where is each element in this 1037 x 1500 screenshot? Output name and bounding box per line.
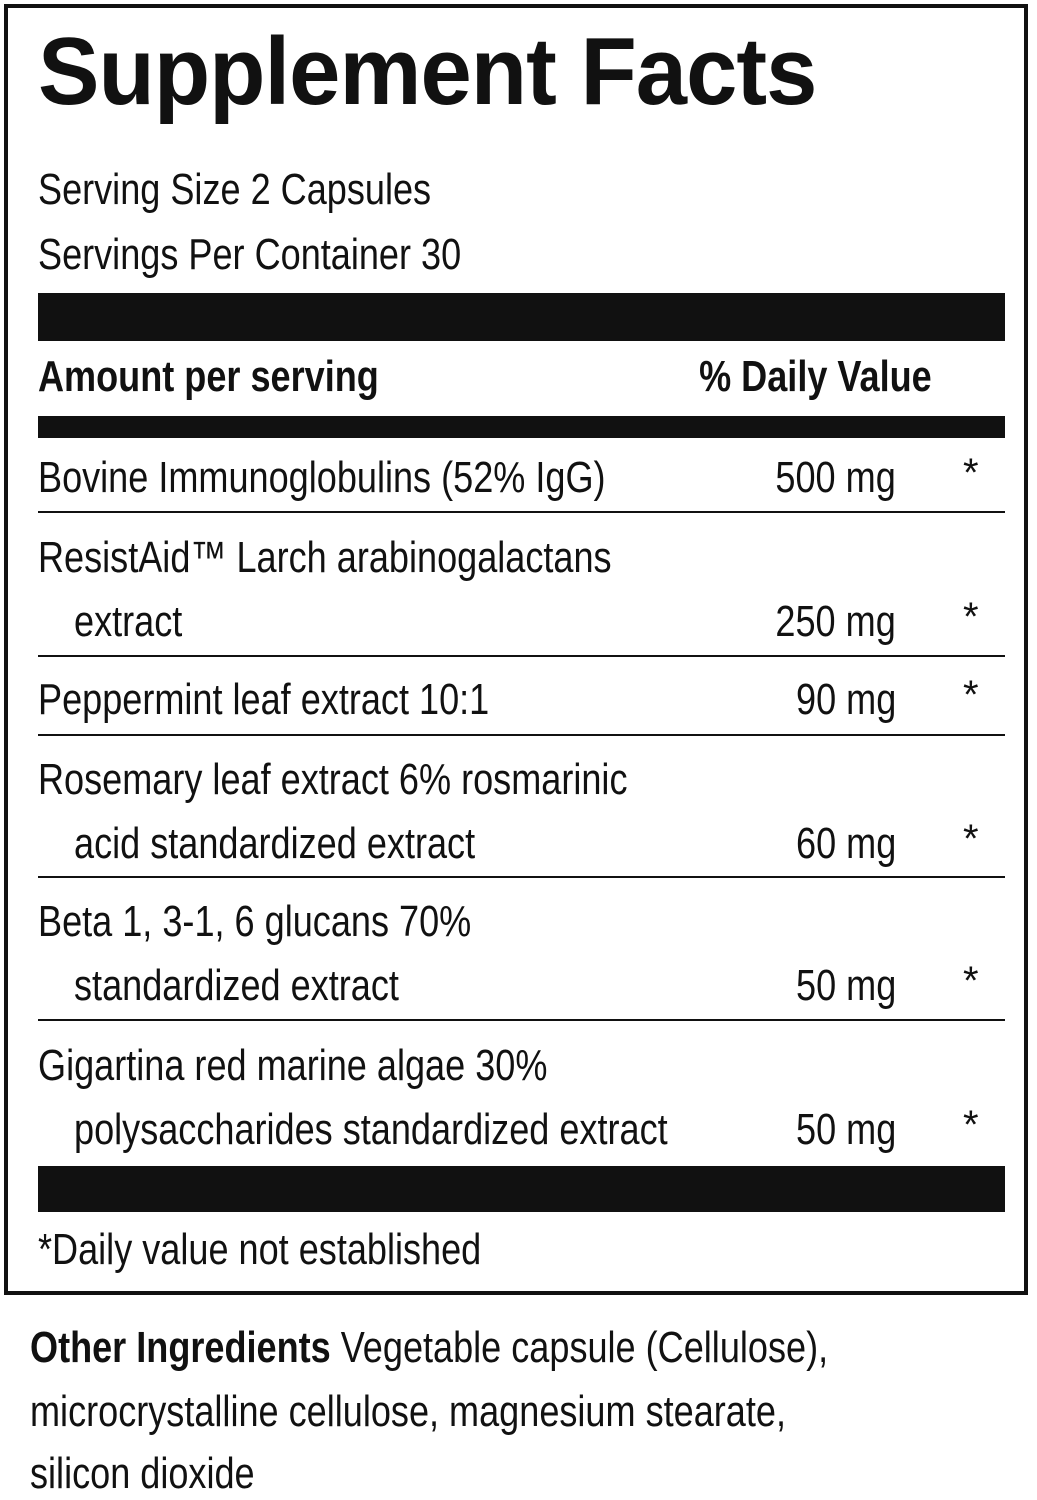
daily-value-marker: * bbox=[963, 451, 979, 495]
footnote: *Daily value not established bbox=[38, 1225, 482, 1274]
other-ingredients-line-3: silicon dioxide bbox=[30, 1449, 255, 1498]
supplement-facts-panel bbox=[4, 4, 1028, 1295]
ingredient-name-continued: extract bbox=[74, 597, 183, 646]
ingredient-name: Bovine Immunoglobulins (52% IgG) bbox=[38, 453, 606, 502]
daily-value-marker: * bbox=[963, 1103, 979, 1147]
daily-value-marker: * bbox=[963, 595, 979, 639]
ingredient-name-continued: standardized extract bbox=[74, 961, 399, 1010]
row-divider bbox=[38, 655, 1005, 657]
other-ingredients-text: Vegetable capsule (Cellulose), bbox=[330, 1323, 829, 1372]
ingredient-amount: 50 mg bbox=[795, 961, 896, 1010]
ingredient-name-continued: polysaccharides standardized extract bbox=[74, 1105, 668, 1154]
other-ingredients-line-2: microcrystalline cellulose, magnesium stearate, bbox=[30, 1387, 786, 1436]
ingredient-amount: 250 mg bbox=[775, 597, 896, 646]
ingredient-name-continued: acid standardized extract bbox=[74, 819, 476, 868]
header-daily-value: % Daily Value bbox=[699, 352, 932, 401]
row-divider bbox=[38, 876, 1005, 878]
ingredient-amount: 90 mg bbox=[795, 675, 896, 724]
ingredient-amount: 500 mg bbox=[775, 453, 896, 502]
ingredient-name: Gigartina red marine algae 30% bbox=[38, 1041, 548, 1090]
daily-value-marker: * bbox=[963, 673, 979, 717]
ingredient-name: Peppermint leaf extract 10:1 bbox=[38, 675, 490, 724]
header-amount-per-serving: Amount per serving bbox=[38, 352, 379, 401]
serving-size: Serving Size 2 Capsules bbox=[38, 165, 432, 214]
daily-value-marker: * bbox=[963, 817, 979, 861]
servings-per-container: Servings Per Container 30 bbox=[38, 230, 462, 279]
ingredient-name: Rosemary leaf extract 6% rosmarinic bbox=[38, 755, 628, 804]
panel-title: Supplement Facts bbox=[38, 18, 817, 125]
ingredient-name: ResistAid™ Larch arabinogalactans bbox=[38, 533, 612, 582]
row-divider bbox=[38, 734, 1005, 736]
medium-divider bbox=[38, 416, 1005, 438]
row-divider bbox=[38, 1019, 1005, 1021]
daily-value-marker: * bbox=[963, 959, 979, 1003]
thick-divider-top bbox=[38, 293, 1005, 341]
other-ingredients-label: Other Ingredients bbox=[30, 1323, 331, 1372]
thick-divider-bottom bbox=[38, 1166, 1005, 1212]
ingredient-amount: 60 mg bbox=[795, 819, 896, 868]
row-divider bbox=[38, 511, 1005, 513]
ingredient-amount: 50 mg bbox=[795, 1105, 896, 1154]
ingredient-name: Beta 1, 3-1, 6 glucans 70% bbox=[38, 897, 472, 946]
other-ingredients-line-1 bbox=[30, 1323, 829, 1372]
